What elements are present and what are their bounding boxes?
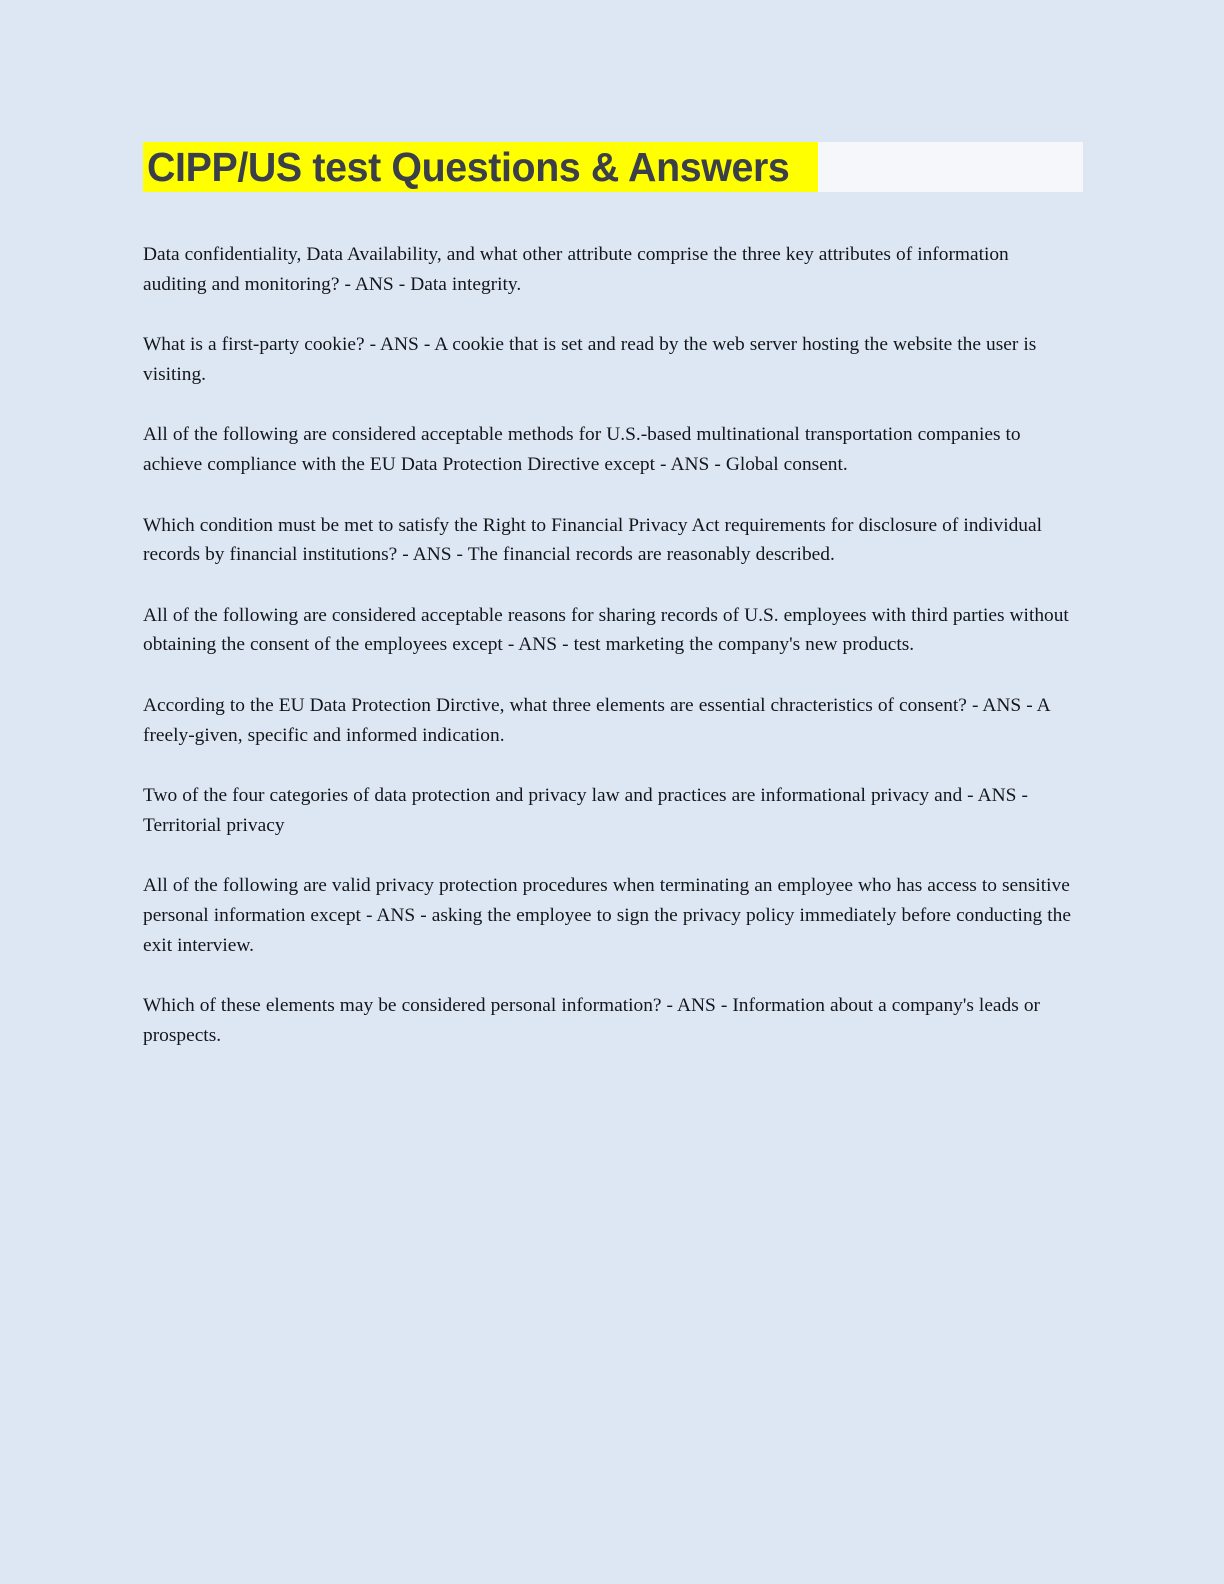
title-trailing-blank-block — [818, 142, 1083, 192]
document-title-row — [143, 142, 1083, 192]
qa-content — [143, 240, 1073, 1050]
qa-paragraph: All of the following are considered acceptable methods for U.S.-based multinational transportation companies to achieve compliance with the EU Data Protection Directive except - ANS - Global consent. — [143, 424, 1021, 475]
qa-paragraph: Which of these elements may be considered personal information? - ANS - Information about a company's leads or prospects. — [143, 995, 1040, 1046]
qa-paragraph: All of the following are considered acceptable reasons for sharing records of U.S. employees with third parties without obtaining the consent of the employees except - ANS - test marketing the company's new products. — [143, 604, 1069, 656]
qa-paragraph: All of the following are valid privacy protection procedures when terminating an employee who has access to sensitive personal information except - ANS - asking the employee to sign the privacy policy immediately before conducting the exit interview. — [143, 875, 1071, 956]
qa-paragraph: According to the EU Data Protection Dirctive, what three elements are essential chracteristics of consent? - ANS - A freely-given, specific and informed indication. — [143, 694, 1050, 746]
qa-paragraph: Data confidentiality, Data Availability, and what other attribute comprise the three key attributes of information auditing and monitoring? - ANS - Data integrity. — [143, 244, 1009, 295]
qa-paragraph: Two of the four categories of data protection and privacy law and practices are informational privacy and - ANS - Territorial privacy — [143, 785, 1028, 836]
qa-paragraph: Which condition must be met to satisfy the Right to Financial Privacy Act requirements for disclosure of individual records by financial institutions? - ANS - The financial records are reasonably described. — [143, 514, 1042, 566]
qa-paragraph: What is a first-party cookie? - ANS - A cookie that is set and read by the web server hosting the website the user is visiting. — [143, 334, 1037, 385]
title-highlight-band — [143, 142, 818, 192]
page-title: CIPP/US test Questions & Answers — [147, 144, 790, 190]
